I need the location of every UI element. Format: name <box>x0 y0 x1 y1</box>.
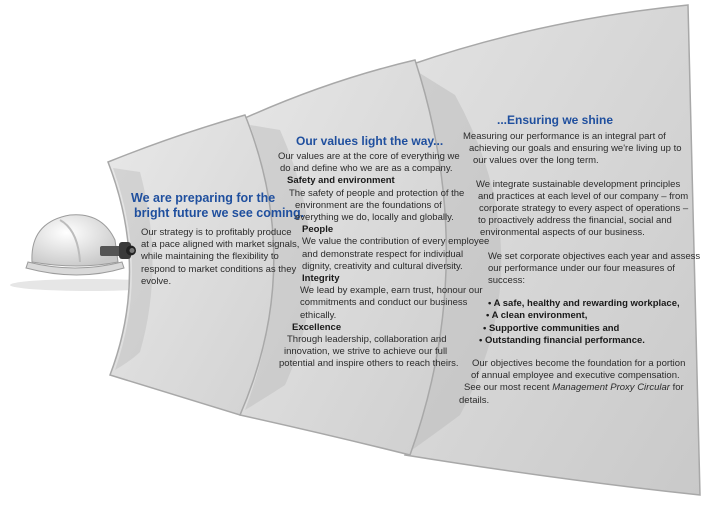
paragraph-line: details. <box>459 394 490 406</box>
panel-1-body-line: while maintaining the flexibility to <box>141 251 279 263</box>
panel-1-title-line: bright future we see coming. <box>134 206 305 220</box>
section-heading: Integrity <box>302 273 340 285</box>
paragraph-line: achieving our goals and ensuring we're living up to <box>469 143 682 155</box>
paragraph-line: We integrate sustainable development principles <box>476 178 681 190</box>
section-heading: Excellence <box>292 321 342 333</box>
section-line: We value the contribution of every employee <box>302 236 490 248</box>
section-line: dignity, creativity and cultural diversity. <box>302 260 463 272</box>
paragraph-line: of annual employee and executive compensation. <box>471 370 680 382</box>
hard-hat-icon <box>26 215 136 275</box>
proxy-circular-title: Management Proxy Circular <box>552 382 670 394</box>
paragraph-line: Our objectives become the foundation for a portion <box>472 358 686 370</box>
section-line: Through leadership, collaboration and <box>287 334 447 346</box>
section-line: innovation, we strive to achieve our full <box>284 346 448 358</box>
success-measure-item: • A safe, healthy and rewarding workplace, <box>488 298 680 310</box>
section-line: environment are the foundations of <box>295 199 442 211</box>
panel-1-body-line: evolve. <box>141 275 172 287</box>
proxy-prefix: See our most recent <box>464 382 553 394</box>
panel-2-intro-line: Our values are at the core of everything we <box>278 151 460 162</box>
paragraph-line: and practices at each level of our company – from <box>478 190 689 202</box>
panel-2-body <box>278 151 489 371</box>
section-line: potential and inspire others to reach theirs. <box>279 358 459 370</box>
paragraph-line: our values over the long term. <box>473 155 599 167</box>
section-heading: People <box>302 224 334 236</box>
success-measure-item: • Supportive communities and <box>483 322 620 334</box>
success-measure-item: • Outstanding financial performance. <box>479 334 645 346</box>
panel-1-title-line: We are preparing for the <box>131 191 276 205</box>
section-line: and demonstrate respect for individual <box>302 248 464 260</box>
panel-1-body-line: respond to market conditions as they <box>141 263 297 275</box>
panel-1-body <box>141 227 299 288</box>
paragraph-line: Measuring our performance is an integral part of <box>463 131 666 142</box>
paragraph-line: our performance under our four measures of <box>488 262 675 274</box>
paragraph-line: to proactively address the financial, social and <box>478 215 672 227</box>
section-heading: Safety and environment <box>287 175 395 187</box>
paragraph-line: environmental aspects of our business. <box>480 227 645 239</box>
proxy-circular-line <box>463 382 700 394</box>
proxy-suffix: for <box>669 382 684 394</box>
panel-1-body-line: at a pace aligned with market signals, <box>141 239 300 251</box>
paragraph-line: corporate strategy to every aspect of operations – <box>479 203 689 215</box>
panel-2-intro-line: do and define who we are as a company. <box>280 163 453 175</box>
panel-3-body <box>459 131 701 407</box>
panel-2-title: Our values light the way... <box>296 134 444 148</box>
success-measure-item: • A clean environment, <box>486 310 588 322</box>
section-line: everything we do, locally and globally. <box>295 212 454 224</box>
section-line: The safety of people and protection of the <box>289 187 465 199</box>
section-line: commitments and conduct our business <box>300 297 468 309</box>
panel-1-body-line: Our strategy is to profitably produce <box>141 227 292 238</box>
paragraph-line: success: <box>488 275 525 287</box>
section-line: We lead by example, earn trust, honour our <box>300 285 483 297</box>
paragraph-line: We set corporate objectives each year and assess <box>488 250 701 262</box>
section-line: ethically. <box>300 309 337 321</box>
panel-3-title: ...Ensuring we shine <box>497 113 614 127</box>
